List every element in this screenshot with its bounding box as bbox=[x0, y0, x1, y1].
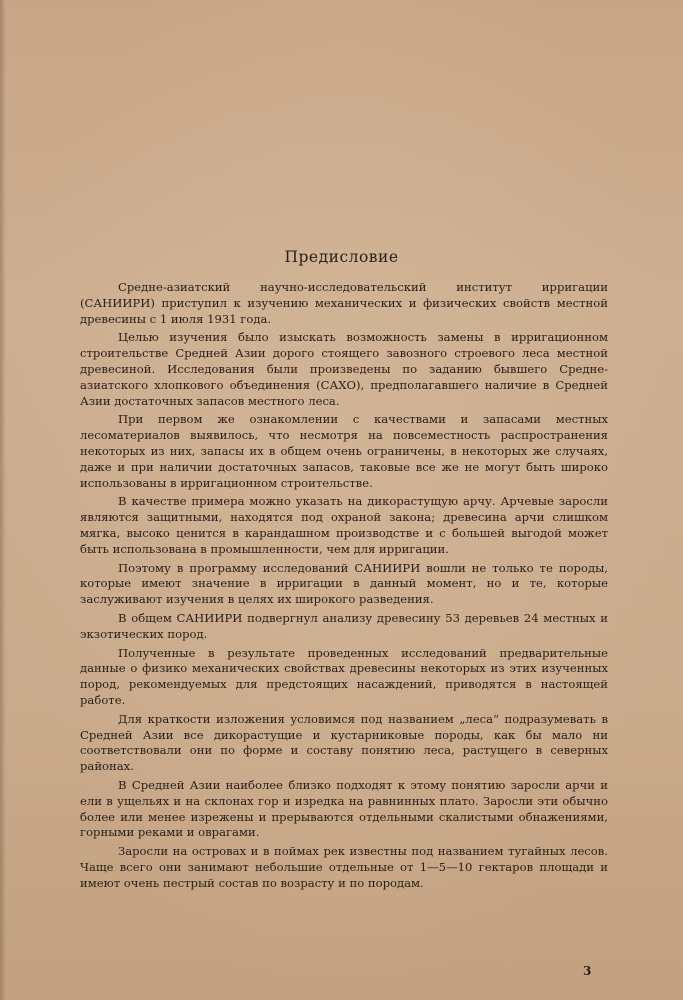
paragraph: При первом же ознакомлении с качествами и запасами местных лесоматериалов выявилось, что несмотря на повсеместность распространения некоторых из них, запасы их в общем очень ограничены, в некоторых же случаях, даже и при наличии достаточных запасов, таковые все же не могут быть широко использованы в ирригационном строительстве. bbox=[80, 412, 608, 490]
page-number: 3 bbox=[583, 964, 592, 978]
page-binding-edge bbox=[0, 0, 6, 1000]
paragraph: Средне-азиатский научно-исследовательский институт ирригации (САНИИРИ) приступил к изучению механических и физических свойств местной древесины с 1 июля 1931 года. bbox=[80, 280, 608, 326]
paragraph: Полученные в результате проведенных исследований предварительные данные о физико механических свойствах древесины некоторых из этих изученных пород, рекомендуемых для предстоящих насаждений, приводятся в настоящей работе. bbox=[80, 645, 608, 707]
paragraph: В качестве примера можно указать на дикорастущую арчу. Арчевые заросли являются защитными, находятся под охраной закона; древесина арчи слишком мягка, высоко ценится в карандашном производстве и с большей выгодой может быть использована в промышленности, чем для ирригации. bbox=[80, 494, 608, 556]
paragraph: Поэтому в программу исследований САНИИРИ вошли не только те породы, которые имеют значение в ирригации в данный момент, но и те, которые заслуживают изучения в целях их широкого разведения. bbox=[80, 560, 608, 607]
paragraph: В общем САНИИРИ подвергнул анализу древесину 53 деревьев 24 местных и экзотических пород. bbox=[80, 610, 608, 641]
page-title: Предисловие bbox=[284, 248, 399, 266]
paragraph: Заросли на островах и в поймах рек известны под названием тугайных лесов. Чаще всего они занимают небольшие отдельные от 1—5—10 гектаров площади и имеют очень пестрый состав по возрасту и по породам. bbox=[80, 844, 608, 890]
paragraph: Для краткости изложения условимся под названием „леса“ подразумевать в Средней Азии все дикорастущие и кустарниковые породы, как бы мало ни соответствовали они по форме и составу понятию леса, растущего в северных районах. bbox=[80, 711, 608, 774]
paragraph: В Средней Азии наиболее близко подходят к этому понятию заросли арчи и ели в ущельях и на склонах гор и изредка на равнинных плато. Заросли эти обычно более или менее изрежены и прерываются отдельными скалистыми обнажениями, горными реками и оврагами. bbox=[80, 777, 608, 840]
body-text bbox=[80, 280, 608, 891]
paragraph: Целью изучения было изыскать возможность замены в ирригационном строительстве Средней Азии дорого стоящего завозного строевого леса местной древесиной. Исследования были произведены по заданию бывшего Средне-азиатского хлопкового объединения (САХО), предполагавшего наличие в Средней Азии достаточных запасов местного леса. bbox=[80, 330, 608, 408]
